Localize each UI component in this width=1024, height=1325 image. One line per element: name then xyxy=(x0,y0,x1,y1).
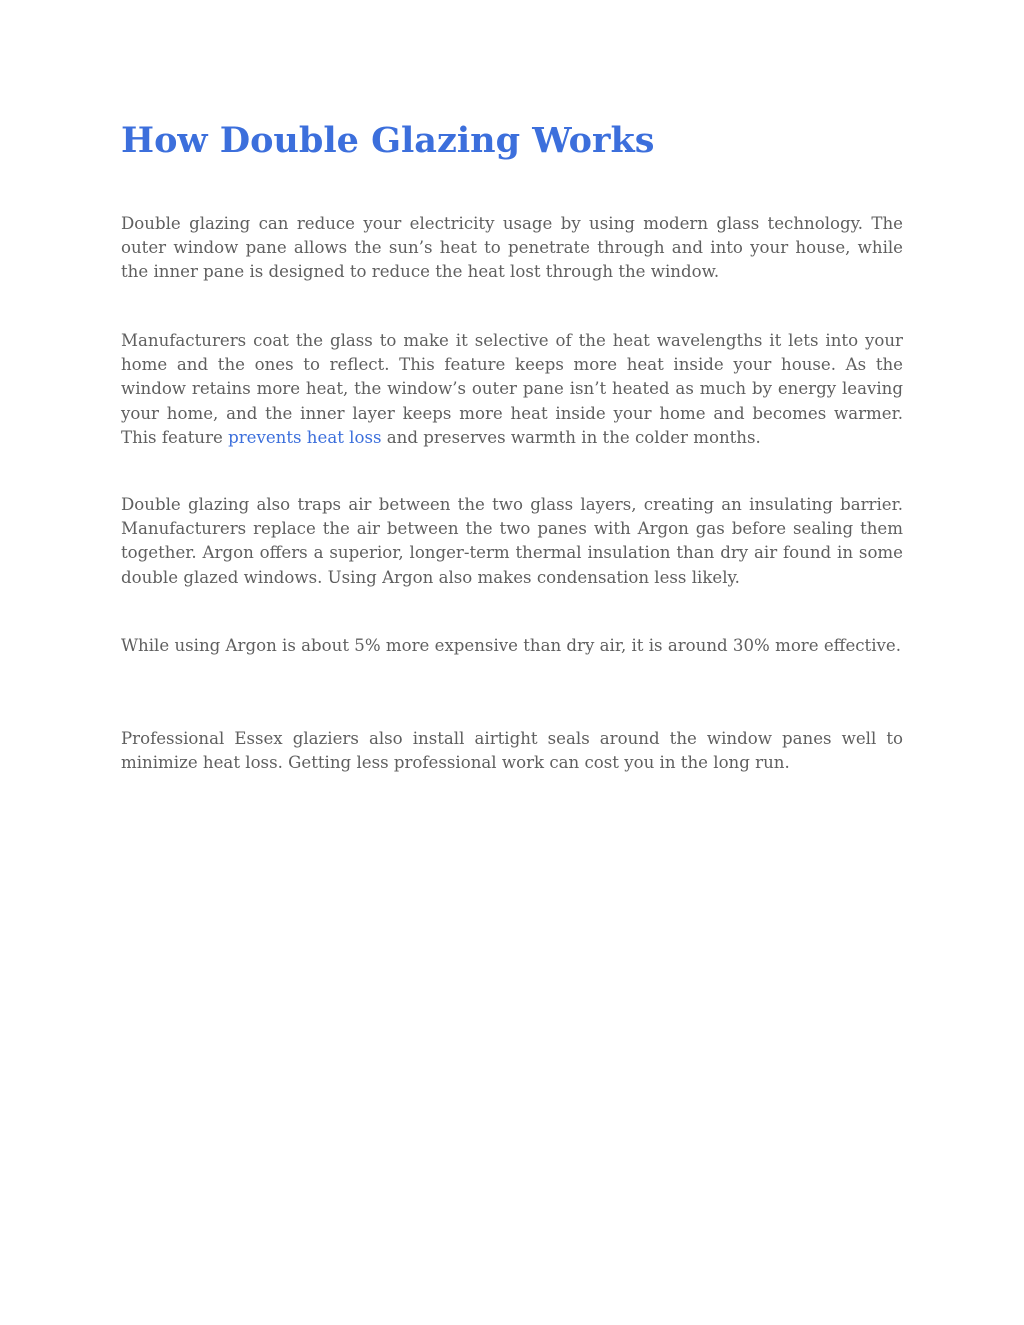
paragraph-airtight-seals: Professional Essex glaziers also install airtight seals around the window panes well to minimize heat loss. Getting less professional work can cost you in the long run. xyxy=(121,729,903,773)
paragraph-glass-coating xyxy=(121,329,903,450)
prevents-heat-loss-link[interactable]: prevents heat loss xyxy=(228,427,382,447)
paragraph-intro: Double glazing can reduce your electricity usage by using modern glass technology. The outer window pane allows the sun’s heat to penetrate through and into your house, while the inner pane is designed to reduce the heat lost through the window. xyxy=(121,214,903,282)
paragraph-argon-cost: While using Argon is about 5% more expensive than dry air, it is around 30% more effective. xyxy=(121,636,902,655)
paragraph-text: Manufacturers coat the glass to make it selective of the heat wavelengths it lets into your home and the ones to reflect. This feature keeps more heat inside your house. As the window retains more heat, the window’s outer pane isn’t heated as much by energy leaving your home, and the inner layer keeps more heat inside your home and becomes warmer. This feature xyxy=(121,331,903,447)
paragraph-argon-gas: Double glazing also traps air between the two glass layers, creating an insulating barrier. Manufacturers replace the air between the two panes with Argon gas before sealing them together. Argon offers a superior, longer-term thermal insulation than dry air found in some double glazed windows. Using Argon also makes condensation less likely. xyxy=(121,495,903,587)
page-title: How Double Glazing Works xyxy=(121,120,655,161)
paragraph-text: and preserves warmth in the colder months. xyxy=(381,427,761,447)
